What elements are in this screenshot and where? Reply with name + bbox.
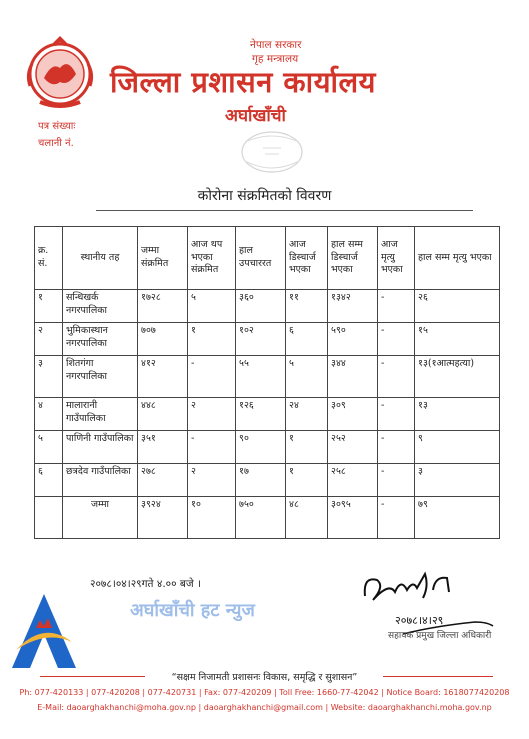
table-cell: ५९० <box>328 323 378 356</box>
office-stamp-icon <box>225 128 320 176</box>
district-name: अर्घाखाँची <box>225 106 286 126</box>
table-cell: - <box>378 431 415 464</box>
table-cell: ७५० <box>236 497 286 539</box>
table-cell: - <box>378 356 415 398</box>
table-cell: १३४२ <box>328 290 378 323</box>
table-row <box>35 290 500 323</box>
table-cell: ३०९ <box>328 398 378 431</box>
table-cell: १३(१आत्महत्या) <box>415 356 500 398</box>
ministry-name: गृह मन्त्रालय <box>252 53 299 65</box>
dispatch-number-label: चलानी नं. <box>38 138 74 149</box>
title-underline <box>96 210 473 211</box>
table-cell: ४१२ <box>138 356 188 398</box>
table-cell: ७०७ <box>138 323 188 356</box>
table-row <box>35 464 500 497</box>
column-header: आज थप भएका संक्रमित <box>188 227 236 290</box>
table-cell: सन्धिखर्क नगरपालिका <box>63 290 138 323</box>
footer-motto: “सक्षम निजामती प्रशासनः विकास, समृद्धि र सुशासन” <box>171 672 358 683</box>
table-cell: ३६० <box>236 290 286 323</box>
table-cell: ५५ <box>236 356 286 398</box>
table-cell: ९० <box>236 431 286 464</box>
table-cell <box>35 497 63 539</box>
table-cell: ३ <box>415 464 500 497</box>
table-cell: २ <box>188 464 236 497</box>
table-cell: ३५१ <box>138 431 188 464</box>
table-cell: ४४८ <box>138 398 188 431</box>
reference-number-label: पत्र संख्याः <box>38 121 76 132</box>
table-cell: ३ <box>35 356 63 398</box>
table-cell: १ <box>286 464 328 497</box>
table-cell: - <box>378 290 415 323</box>
table-cell: - <box>378 323 415 356</box>
table-cell: १ <box>188 323 236 356</box>
table-cell: १७२८ <box>138 290 188 323</box>
table-cell: ४८ <box>286 497 328 539</box>
column-header: हाल उपचाररत <box>236 227 286 290</box>
report-datetime: २०७८।०४।२९गते ४.०० बजे । <box>90 578 202 590</box>
table-cell: ३४४ <box>328 356 378 398</box>
column-header: जम्मा संक्रमित <box>138 227 188 290</box>
table-cell: १०२ <box>236 323 286 356</box>
table-row <box>35 398 500 431</box>
table-cell: १७ <box>236 464 286 497</box>
table-cell: १३ <box>415 398 500 431</box>
government-name: नेपाल सरकार <box>250 39 302 51</box>
table-cell: - <box>378 497 415 539</box>
table-cell: ६ <box>286 323 328 356</box>
table-row <box>35 431 500 464</box>
table-cell: ५ <box>35 431 63 464</box>
column-header: क्र. सं. <box>35 227 63 290</box>
watermark-text: अर्घाखाँची हट न्युज <box>130 600 255 621</box>
table-cell: शितगंगा नगरपालिका <box>63 356 138 398</box>
table-cell: छत्रदेव गाउँपालिका <box>63 464 138 497</box>
table-row <box>35 323 500 356</box>
table-cell: २ <box>188 398 236 431</box>
corona-infection-table <box>34 226 500 539</box>
table-cell: ४ <box>35 398 63 431</box>
table-cell: २४ <box>286 398 328 431</box>
table-cell: ५ <box>188 290 236 323</box>
table-cell: ६ <box>35 464 63 497</box>
table-total-row <box>35 497 500 539</box>
column-header: आज डिस्चार्ज भएका <box>286 227 328 290</box>
column-header: हाल सम्म डिस्चार्ज भएका <box>328 227 378 290</box>
table-cell: १५ <box>415 323 500 356</box>
office-name: जिल्ला प्रशासन कार्यालय <box>110 65 377 99</box>
table-cell: जम्मा <box>63 497 138 539</box>
table-cell: २५८ <box>328 464 378 497</box>
table-cell: ३९२४ <box>138 497 188 539</box>
table-cell: भुमिकास्थान नगरपालिका <box>63 323 138 356</box>
table-cell: १ <box>35 290 63 323</box>
table-cell: - <box>188 431 236 464</box>
table-cell: २५२ <box>328 431 378 464</box>
column-header: हाल सम्म मृत्यु भएका <box>415 227 500 290</box>
document-title: कोरोना संक्रमितको विवरण <box>197 188 332 204</box>
table-cell: - <box>188 356 236 398</box>
table-cell: ५ <box>286 356 328 398</box>
table-cell: ७९ <box>415 497 500 539</box>
table-cell: २ <box>35 323 63 356</box>
nepal-emblem-icon <box>22 34 98 110</box>
table-cell: पाणिनी गाउँपालिका <box>63 431 138 464</box>
column-header: आज मृत्यु भएका <box>378 227 415 290</box>
footer-contact-email: E-Mail: daoarghakhanchi@moha.gov.np | daoarghakhanchi@gmail.com | Website: daoarghakhanchi.moha.gov.np <box>37 703 492 712</box>
table-cell: ९ <box>415 431 500 464</box>
news-logo-icon <box>6 590 82 672</box>
table-cell: २७८ <box>138 464 188 497</box>
table-cell: ३०९५ <box>328 497 378 539</box>
table-header-row <box>35 227 500 290</box>
signature-date: २०७८।४।२९ <box>395 614 444 627</box>
table-cell: १ <box>286 431 328 464</box>
table-row <box>35 356 500 398</box>
seal-text: सहायक प्रमुख जिल्ला अधिकारी <box>388 631 492 641</box>
table-cell: १२६ <box>236 398 286 431</box>
table-cell: २६ <box>415 290 500 323</box>
footer-contact-phone: Ph: 077-420133 | 077-420208 | 077-420731 | Fax: 077-420209 | Toll Free: 1660-77-42042 | Notice Board: 1618077420208 <box>19 688 510 697</box>
table-cell: १० <box>188 497 236 539</box>
table-cell: - <box>378 398 415 431</box>
table-cell: मालारानी गाउँपालिका <box>63 398 138 431</box>
table-cell: - <box>378 464 415 497</box>
table-cell: ११ <box>286 290 328 323</box>
column-header: स्थानीय तह <box>63 227 138 290</box>
